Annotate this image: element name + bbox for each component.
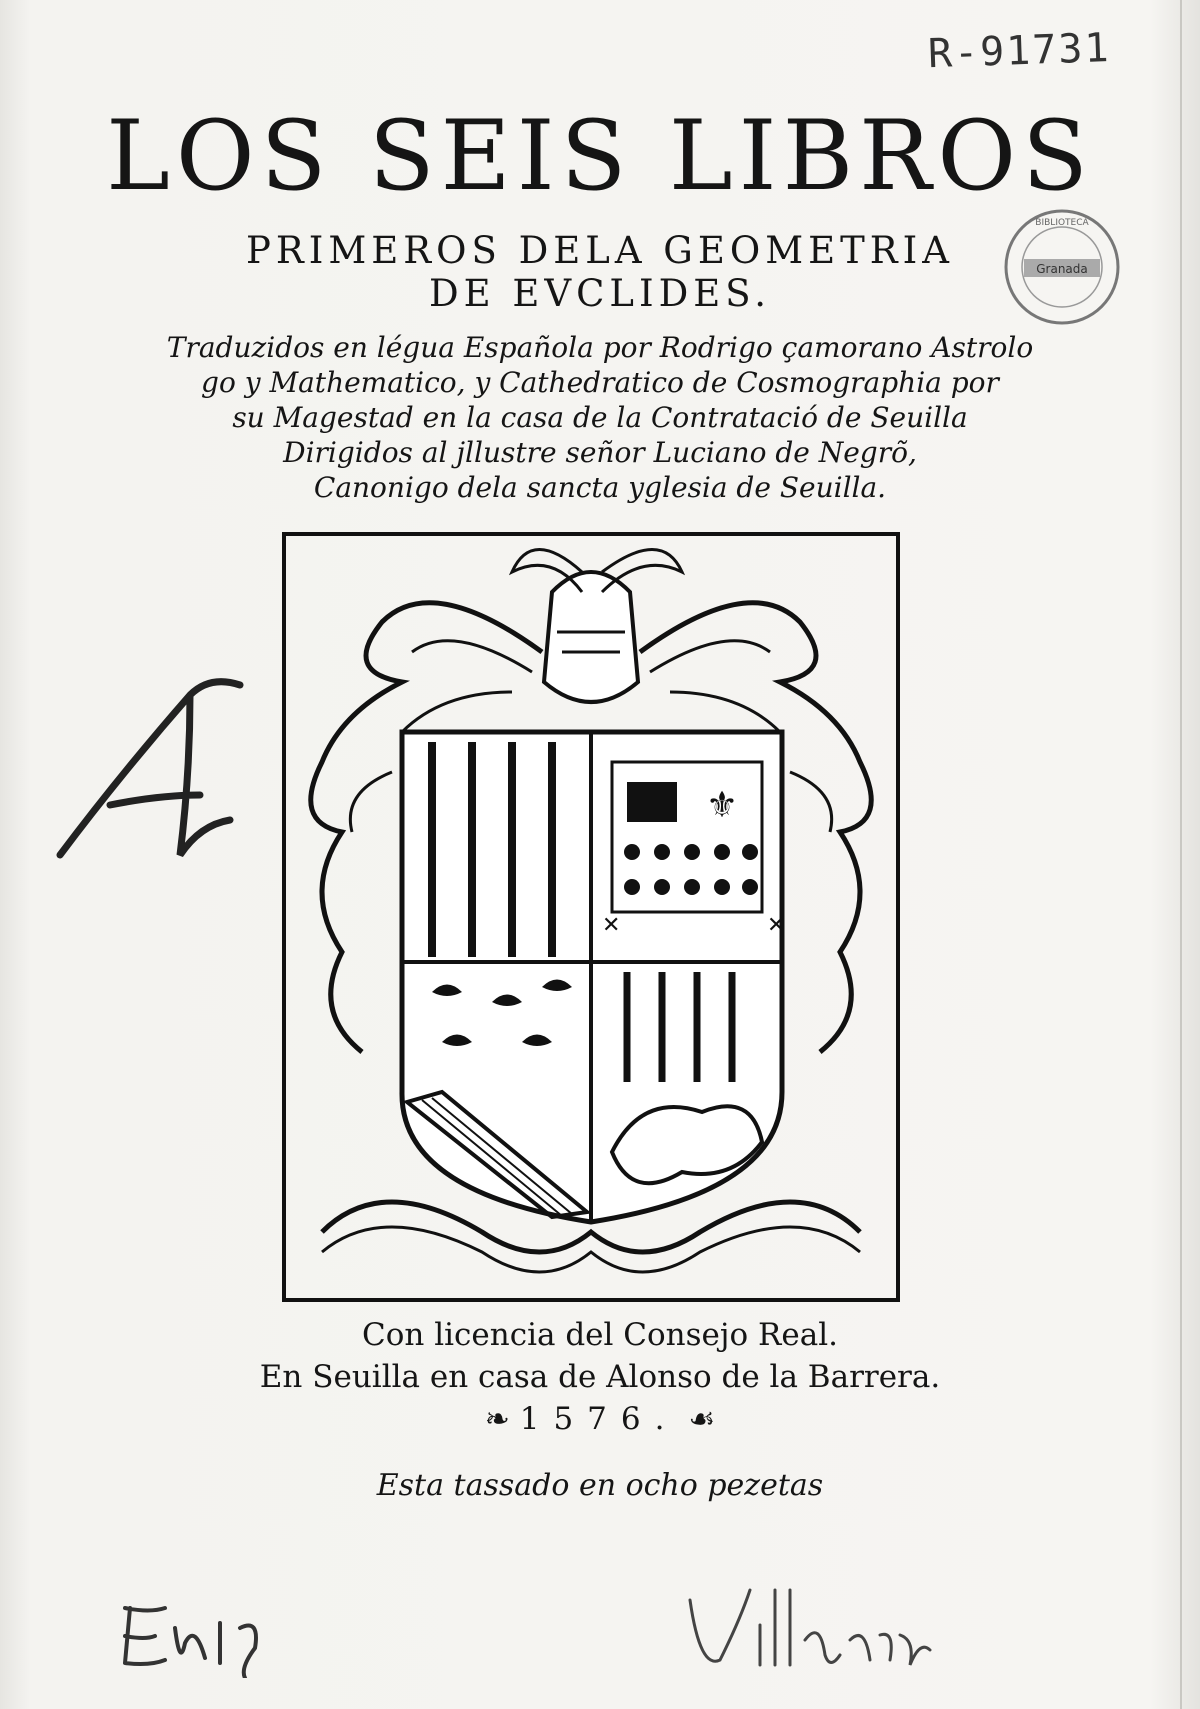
text-line: Traduzidos en légua Española por Rodrigo çamorano Astrolo — [166, 331, 1034, 364]
ornament-left-icon: ❧ — [484, 1402, 510, 1437]
publication-year: 1576. — [519, 1401, 679, 1437]
handwritten-note-left — [110, 1588, 290, 1678]
book-title: LOS SEIS LIBROS — [106, 100, 1094, 212]
translator-dedication — [100, 330, 1100, 505]
ornament-right-icon: ☙ — [688, 1402, 716, 1437]
page-edge — [1180, 0, 1182, 1709]
text-line: Canonigo dela sancta yglesia de Seuilla. — [313, 471, 887, 504]
year-line — [200, 1398, 1000, 1441]
shelfmark: R-91731 — [927, 24, 1112, 78]
license-line: Con licencia del Consejo Real. — [362, 1317, 838, 1353]
handwritten-mark-a — [40, 655, 270, 885]
text-line: su Magestad en la casa de la Contratació de Seuilla — [232, 401, 968, 434]
text-line: go y Mathematico, y Cathedratico de Cosmographia por — [201, 366, 999, 399]
subtitle-line: PRIMEROS DELA GEOMETRIA — [246, 229, 954, 272]
subtitle-line: DE EVCLIDES. — [428, 271, 772, 315]
book-subtitle — [60, 230, 1140, 315]
imprint — [200, 1314, 1000, 1441]
text-line: Dirigidos al jllustre señor Luciano de Negrõ, — [283, 436, 917, 469]
printer-line: En Seuilla en casa de Alonso de la Barrera. — [259, 1359, 941, 1395]
svg-text:Granada: Granada — [1036, 262, 1088, 276]
coat-of-arms-woodcut — [282, 532, 900, 1302]
svg-text:✕: ✕ — [767, 913, 786, 938]
svg-text:✕: ✕ — [602, 913, 621, 938]
library-stamp — [1000, 205, 1124, 329]
svg-text:⚜: ⚜ — [705, 785, 739, 826]
price-note: Esta tassado en ocho pezetas — [376, 1468, 824, 1503]
svg-text:BIBLIOTECA: BIBLIOTECA — [1035, 218, 1089, 228]
handwritten-signature-right — [680, 1580, 940, 1690]
